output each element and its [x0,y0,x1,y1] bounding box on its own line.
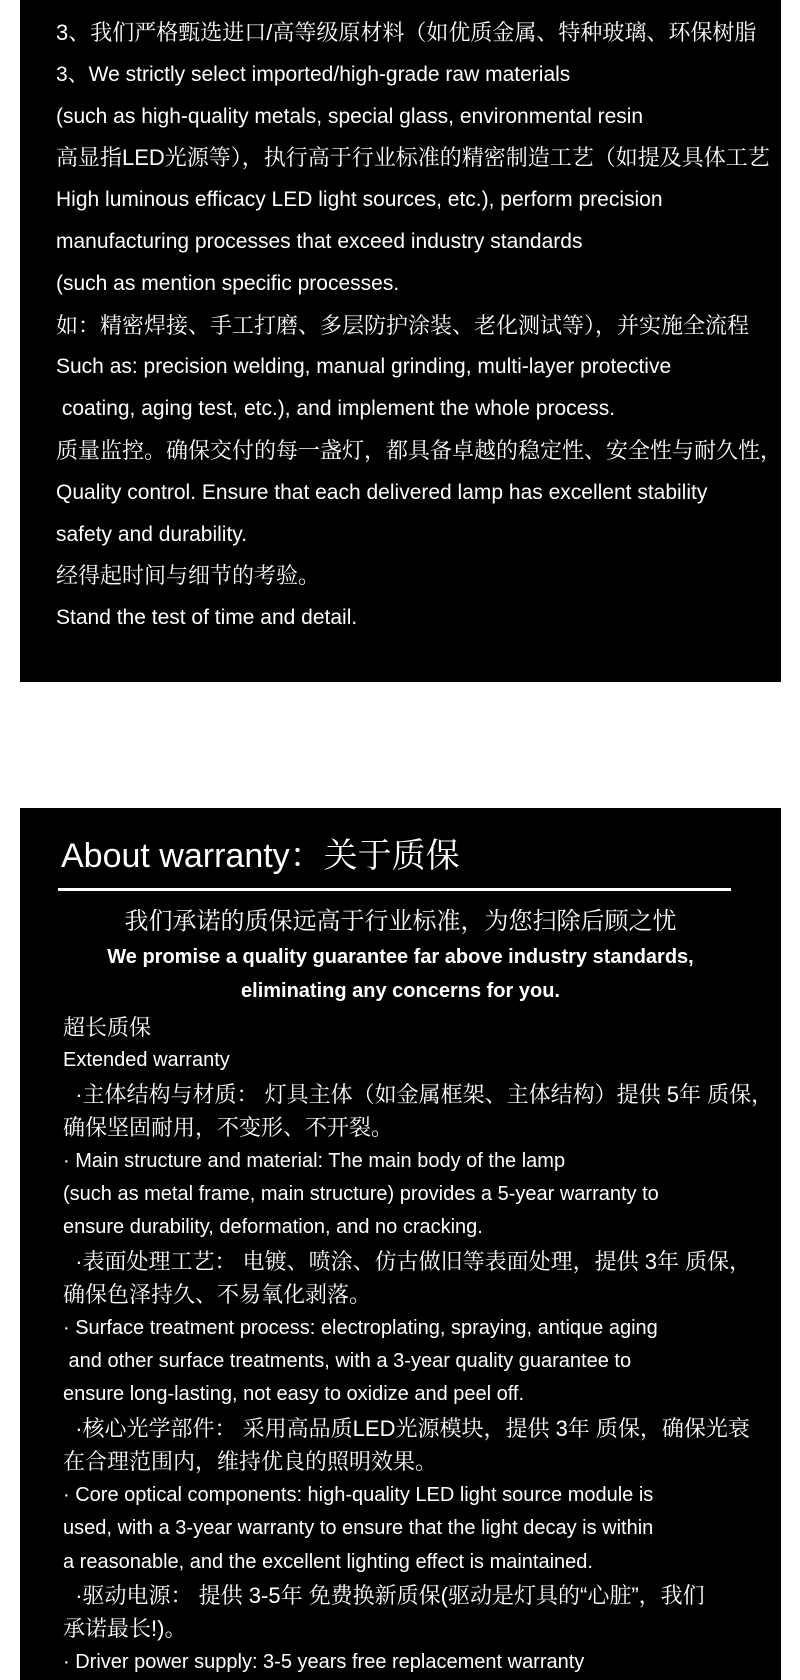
materials-line: (such as mention specific processes. [56,271,400,295]
title-underline [58,888,731,891]
materials-line: High luminous efficacy LED light sources, etc.), perform precision [56,188,663,212]
warranty-line: ·驱动电源： 提供 3-5年 免费换新质保(驱动是灯具的“心脏”，我们 [63,1582,705,1608]
warranty-line: · Core optical components: high-quality LED light source module is [63,1483,654,1506]
materials-line: Quality control. Ensure that each delivered lamp has excellent stability [56,480,708,504]
materials-line: 如：精密焊接、手工打磨、多层防护涂装、老化测试等），并实施全流程 [56,312,750,338]
materials-line: (such as high-quality metals, special glass, environmental resin [56,104,644,128]
warranty-line: ·表面处理工艺： 电镀、喷涂、仿古做旧等表面处理，提供 3年 质保， [63,1248,752,1274]
warranty-subtitle-en: We promise a quality guarantee far above industry standards, [107,946,694,968]
warranty-line: 确保色泽持久、不易氧化剥落。 [63,1282,372,1308]
materials-line: safety and durability. [56,522,248,546]
warranty-line: 承诺最长!)。 [63,1616,187,1642]
materials-line: 经得起时间与细节的考验。 [56,563,321,589]
materials-line: Such as: precision welding, manual grinding, multi-layer protective [56,355,672,379]
warranty-subtitle [20,904,781,1008]
materials-line: 3、我们严格甄选进口/高等级原材料（如优质金属、特种玻璃、环保树脂 [56,20,757,45]
materials-text-block [56,12,783,639]
materials-line: coating, aging test, etc.), and implement the whole process. [56,397,616,421]
warranty-line: used, with a 3-year warranty to ensure that the light decay is within [63,1517,654,1540]
warranty-line: 超长质保 [63,1015,152,1040]
warranty-title: About warranty：关于质保 [61,837,460,875]
warranty-line: a reasonable, and the excellent lighting effect is maintained. [63,1550,593,1573]
warranty-line: 在合理范围内，维持优良的照明效果。 [63,1449,438,1475]
materials-line: Stand the test of time and detail. [56,606,358,630]
warranty-line: · Surface treatment process: electroplating, spraying, antique aging [63,1316,658,1339]
warranty-line: (such as metal frame, main structure) provides a 5-year warranty to [63,1183,659,1206]
warranty-subtitle-zh: 我们承诺的质保远高于行业标准，为您扫除后顾之忧 [124,908,677,935]
warranty-text-block [63,1011,774,1679]
warranty-line: ·主体结构与材质： 灯具主体（如金属框架、主体结构）提供 5年 质保， [63,1081,774,1107]
warranty-panel [20,808,781,1680]
warranty-line: 确保坚固耐用，不变形、不开裂。 [63,1115,394,1141]
warranty-line: · Main structure and material: The main body of the lamp [63,1149,566,1172]
warranty-line: ·核心光学部件： 采用高品质LED光源模块，提供 3年 质保，确保光衰 [63,1415,750,1441]
warranty-line: Extended warranty [63,1049,230,1072]
warranty-line: ensure durability, deformation, and no cracking. [63,1216,483,1239]
materials-description-panel [20,0,781,682]
warranty-line: · Driver power supply: 3-5 years free replacement warranty [63,1650,585,1673]
materials-line: 3、We strictly select imported/high-grade raw materials [56,62,571,86]
warranty-line: ensure long-lasting, not easy to oxidize and peel off. [63,1383,525,1406]
materials-line: 高显指LED光源等），执行高于行业标准的精密制造工艺（如提及具体工艺 [56,145,770,171]
materials-line: manufacturing processes that exceed industry standards [56,229,583,253]
warranty-line: and other surface treatments, with a 3-year quality guarantee to [63,1350,632,1373]
warranty-subtitle-en: eliminating any concerns for you. [241,980,560,1002]
materials-line: 质量监控。确保交付的每一盏灯，都具备卓越的稳定性、安全性与耐久性， [56,437,783,463]
